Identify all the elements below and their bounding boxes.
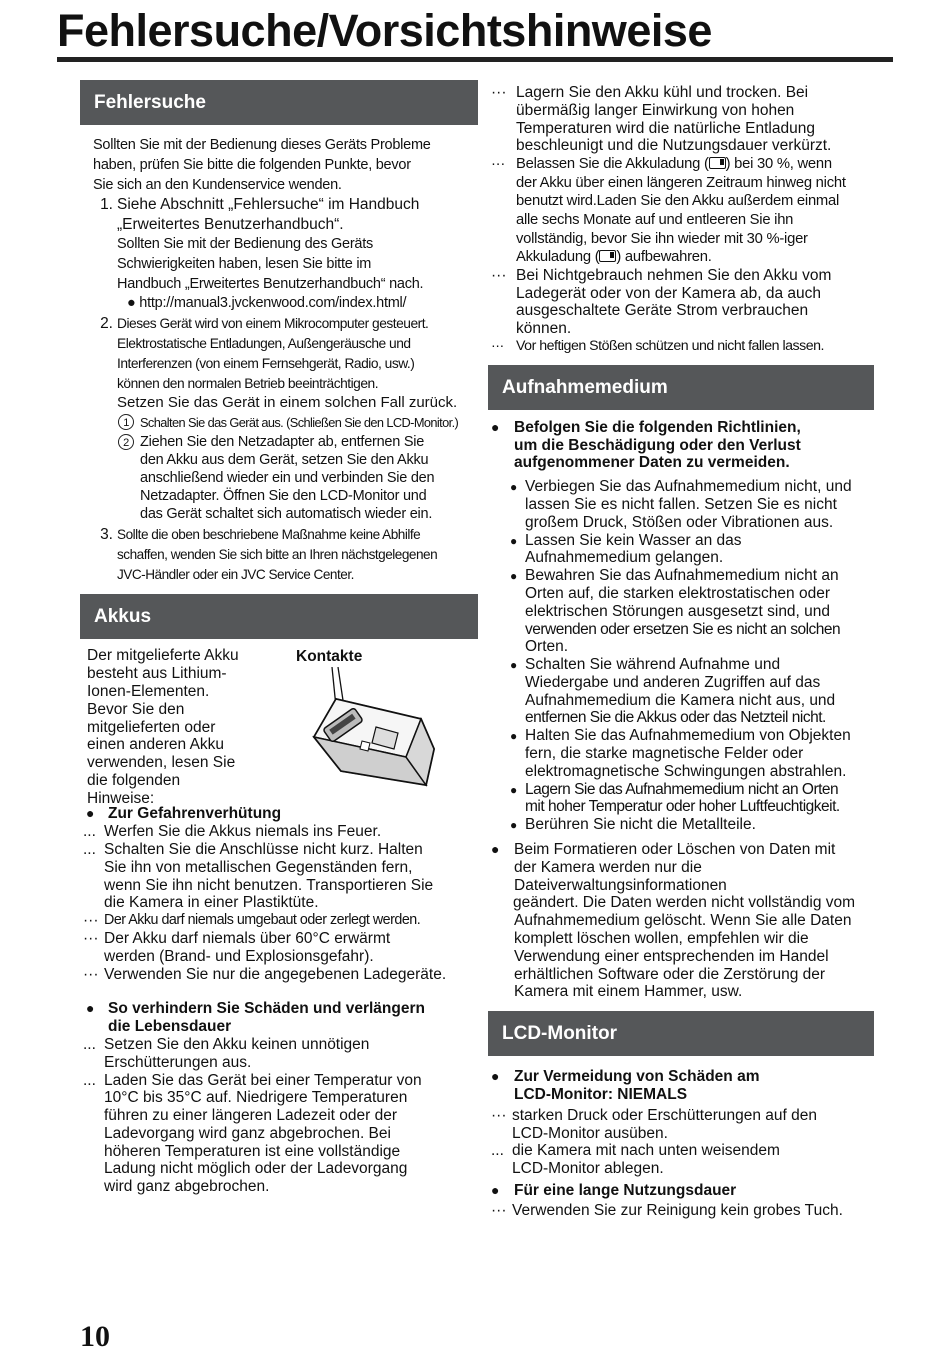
step-item bbox=[80, 413, 478, 433]
text-line: Sollten Sie mit der Bedienung des Geräts bbox=[117, 235, 373, 252]
text-line: Werfen Sie die Akkus niemals ins Feuer. bbox=[104, 823, 382, 841]
text-line: Wiedergabe und anderen Zugriffen auf das bbox=[525, 673, 821, 691]
section-heading-aufnahmemedium: Aufnahmemedium bbox=[488, 365, 874, 410]
text-line: der Kamera werden nur die bbox=[514, 858, 702, 876]
text-line: mitgelieferten oder bbox=[87, 718, 216, 736]
text-line: benutzt wird.Laden Sie den Akku außerdem einmal bbox=[516, 193, 840, 210]
text-line: Halten Sie das Aufnahmemedium von Objekten bbox=[525, 727, 851, 745]
text-line: JVC-Händler oder ein JVC Service Center. bbox=[117, 566, 354, 582]
bullet-heading bbox=[80, 805, 478, 823]
text-line: Ionen-Elementen. bbox=[87, 682, 210, 700]
sub-list bbox=[488, 478, 880, 835]
bullet-icon: ● bbox=[491, 841, 500, 858]
text-line: führen zu einer längeren Ladezeit oder der bbox=[104, 1107, 397, 1125]
text-line: LCD-Monitor: NIEMALS bbox=[514, 1086, 688, 1104]
text-line: großem Druck, Stößen oder Vibrationen aus. bbox=[525, 513, 834, 531]
text-line: Erschütterungen aus. bbox=[104, 1053, 252, 1071]
list-item bbox=[488, 532, 880, 568]
list-item bbox=[488, 478, 880, 531]
list-item bbox=[80, 525, 478, 584]
section-heading-lcd-monitor: LCD-Monitor bbox=[488, 1011, 874, 1056]
text-line: anschließend wieder ein und verbinden Sie den bbox=[140, 469, 435, 486]
bullet-icon: ● bbox=[510, 729, 518, 744]
list-item bbox=[80, 314, 478, 413]
text-line: Befolgen Sie die folgenden Richtlinien, bbox=[514, 418, 801, 436]
text-line: Handbuch „Erweitertes Benutzerhandbuch“ nach. bbox=[117, 275, 424, 292]
text-line: besteht aus Lithium- bbox=[87, 665, 227, 683]
title-rule bbox=[57, 57, 893, 62]
text-line: einen anderen Akku bbox=[87, 736, 225, 754]
bullet-icon: ● bbox=[510, 533, 518, 548]
text-line: Ladevorgang wird ganz abgebrochen. Bei bbox=[104, 1124, 391, 1142]
text-line: 10°C bis 35°C auf. Niedrigere Temperaturen bbox=[104, 1089, 408, 1107]
item-number: 2. bbox=[100, 315, 113, 333]
text-line: Schalten Sie die Anschlüsse nicht kurz. Halten bbox=[104, 840, 423, 858]
text-line: Netzadapter. Öffnen Sie den LCD-Monitor und bbox=[140, 487, 427, 504]
bullet-icon: ● bbox=[127, 295, 136, 312]
bullet-icon: ● bbox=[86, 1000, 95, 1017]
text-line: Setzen Sie das Gerät in einem solchen Fall zurück. bbox=[117, 394, 458, 412]
text-line: Temperaturen wird die natürliche Entladung bbox=[516, 119, 815, 137]
text-line bbox=[516, 248, 846, 267]
text-line: den Akku aus dem Gerät, setzen Sie den Akku bbox=[140, 451, 429, 468]
ellipsis-marker: ··· bbox=[491, 1106, 507, 1124]
text-line: Bei Nichtgebrauch nehmen Sie den Akku vom bbox=[516, 266, 832, 284]
text-line: Ladegerät oder von der Kamera ab, da auch bbox=[516, 284, 822, 302]
step-number-icon: 1 bbox=[118, 414, 134, 430]
text-line: Schwierigkeiten haben, lesen Sie bitte im bbox=[117, 255, 372, 272]
step-item bbox=[80, 433, 478, 523]
text-line: Der mitgelieferte Akku bbox=[87, 647, 239, 665]
ellipsis-marker: ··· bbox=[491, 266, 507, 284]
left-column bbox=[80, 80, 478, 1196]
text-line: Sie sich an den Kundenservice wenden. bbox=[93, 176, 342, 193]
gefahr-block bbox=[80, 805, 478, 983]
text-line: LCD-Monitor ablegen. bbox=[512, 1160, 664, 1178]
text-line: Kamera mit einem Hammer, usw. bbox=[514, 983, 743, 1001]
list-item bbox=[488, 841, 880, 1001]
text-line: Setzen Sie den Akku keinen unnötigen bbox=[104, 1035, 370, 1053]
text-line: geändert. Die Daten werden nicht vollständig vom bbox=[513, 894, 856, 912]
list-item bbox=[488, 84, 880, 155]
text-line: mit hoher Temperatur oder hoher Luftfeuchtigkeit. bbox=[525, 798, 840, 816]
text-line: vollständig, bevor Sie ihn wieder mit 30 %-iger bbox=[516, 230, 808, 247]
ellipsis-marker: ... bbox=[491, 1142, 504, 1160]
text-line: Verwenden Sie nur die angegebenen Ladegeräte. bbox=[104, 965, 447, 983]
text-line: Zur Vermeidung von Schäden am bbox=[514, 1068, 760, 1086]
text-line: starken Druck oder Erschütterungen auf den bbox=[512, 1106, 818, 1124]
list-item bbox=[80, 966, 478, 984]
text-line: der Akku über einen längeren Zeitraum hinweg nicht bbox=[516, 174, 846, 191]
lcd-block bbox=[488, 1068, 880, 1219]
bullet-icon: ● bbox=[510, 658, 518, 673]
bullet-icon: ● bbox=[491, 1068, 500, 1085]
text-line: wenn Sie ihn nicht benutzen. Transportieren Sie bbox=[104, 876, 434, 894]
list-item bbox=[488, 267, 880, 338]
text-line: Aufnahmemedium gelöscht. Wenn Sie alle Daten bbox=[514, 912, 852, 930]
list-item bbox=[488, 1202, 880, 1220]
text-line: fern, die starke magnetische Felder oder bbox=[525, 745, 804, 763]
text-line: Orten auf, die starken elektrostatischen oder bbox=[525, 584, 830, 602]
text-line: elektromagnetische Schwingungen abstrahlen. bbox=[525, 762, 847, 780]
kontakte-label: Kontakte bbox=[296, 648, 363, 666]
bullet-heading bbox=[488, 419, 880, 472]
section-heading-akkus: Akkus bbox=[80, 594, 478, 639]
text-line: komplett löschen wollen, empfehlen wir die bbox=[514, 930, 809, 948]
list-item bbox=[488, 727, 880, 780]
item-number: 3. bbox=[100, 525, 113, 543]
text-line bbox=[516, 155, 846, 174]
text-line: die folgenden bbox=[87, 771, 181, 789]
bullet-icon: ● bbox=[86, 805, 95, 822]
text-line: schaffen, wenden Sie sich bitte an Ihren nächstgelegenen bbox=[117, 546, 438, 562]
text-line: Der Akku darf niemals über 60°C erwärmt bbox=[104, 929, 391, 947]
text-line: Bewahren Sie das Aufnahmemedium nicht an bbox=[525, 567, 839, 585]
text-line: Verbiegen Sie das Aufnahmemedium nicht, und bbox=[525, 478, 852, 496]
battery-pack-illustration bbox=[306, 667, 456, 802]
step-text: Schalten Sie das Gerät aus. (Schließen Sie den LCD-Monitor.) bbox=[140, 415, 459, 431]
bullet-icon: ● bbox=[510, 480, 518, 495]
aufnahmemedium-block bbox=[488, 419, 880, 1002]
fehlersuche-list bbox=[80, 195, 478, 584]
bullet-title: Für eine lange Nutzungsdauer bbox=[514, 1182, 737, 1200]
ellipsis-marker: ... bbox=[83, 823, 96, 841]
list-item bbox=[80, 841, 478, 912]
battery-level-icon bbox=[599, 250, 616, 262]
text-line: Dieses Gerät wird von einem Mikrocomputer gesteuert. bbox=[117, 316, 429, 332]
bullet-icon: ● bbox=[510, 818, 518, 833]
text-line: Schalten Sie während Aufnahme und bbox=[525, 656, 781, 674]
text-line: Siehe Abschnitt „Fehlersuche“ im Handbuch bbox=[117, 196, 420, 214]
bullet-icon: ● bbox=[491, 418, 500, 435]
text-line: Lagern Sie den Akku kühl und trocken. Bei bbox=[516, 84, 809, 101]
list-item bbox=[488, 781, 880, 817]
text-line: Sollten Sie mit der Bedienung dieses Geräts Probleme bbox=[93, 137, 431, 153]
text-line: alle sechs Monate auf und entleeren Sie ihn bbox=[516, 211, 794, 228]
text-line: Ziehen Sie den Netzadapter ab, entfernen Sie bbox=[140, 433, 425, 450]
ellipsis-marker: ... bbox=[83, 840, 96, 858]
text-line: um die Beschädigung oder den Verlust bbox=[514, 436, 801, 454]
page-title: Fehlersuche/Vorsichtshinweise bbox=[57, 5, 712, 56]
text-line: Aufnahmemedium die Kamera nicht aus, und bbox=[525, 691, 836, 709]
text-line: Lagern Sie das Aufnahmemedium nicht an Orten bbox=[525, 780, 839, 798]
list-item bbox=[488, 155, 880, 267]
text-line: Laden Sie das Gerät bei einer Temperatur von bbox=[104, 1071, 422, 1089]
list-item bbox=[488, 1107, 880, 1143]
list-item bbox=[80, 823, 478, 841]
list-item bbox=[80, 195, 478, 314]
text-line: können den normalen Betrieb beeinträchtigen. bbox=[117, 375, 379, 391]
list-item bbox=[488, 567, 880, 656]
ellipsis-marker: ··· bbox=[83, 929, 99, 947]
ellipsis-marker: ··· bbox=[491, 156, 506, 173]
akkus-intro bbox=[87, 647, 277, 807]
text-line: Verwendung einer entsprechenden im Handel bbox=[514, 947, 829, 965]
text-line: die Kamera in einer Plastiktüte. bbox=[104, 894, 319, 912]
bullet-heading bbox=[488, 1182, 880, 1200]
text-line: Elektrostatische Entladungen, Außengeräusche und bbox=[117, 335, 411, 351]
text-line: lassen Sie es nicht fallen. Setzen Sie es nicht bbox=[525, 495, 837, 513]
text-line: Berühren Sie nicht die Metallteile. bbox=[525, 816, 756, 834]
text-line: werden (Brand- und Explosionsgefahr). bbox=[104, 947, 374, 965]
text-line: „Erweitertes Benutzerhandbuch“. bbox=[117, 216, 344, 234]
text-line: erhältlichen Software oder die Zerstörung der bbox=[514, 965, 826, 983]
ellipsis-marker: ··· bbox=[83, 965, 99, 983]
ellipsis-marker: ··· bbox=[491, 84, 507, 101]
akkus-intro-block bbox=[80, 647, 478, 805]
text-segment: ) bei 30 %, wenn bbox=[725, 156, 832, 173]
bullet-icon: ● bbox=[491, 1182, 500, 1199]
text-line: können. bbox=[516, 320, 572, 338]
text-line: So verhindern Sie Schäden und verlängern bbox=[108, 1000, 425, 1018]
text-line: Ladung nicht möglich oder der Ladevorgang bbox=[104, 1160, 408, 1178]
ellipsis-marker: ··· bbox=[491, 1201, 507, 1219]
ellipsis-marker: ... bbox=[83, 1071, 96, 1089]
akkus-continued bbox=[488, 84, 880, 356]
text-line: verwenden oder ersetzen Sie es nicht an solchen bbox=[525, 620, 841, 638]
battery-level-icon bbox=[709, 157, 726, 169]
ellipsis-marker: ... bbox=[83, 1035, 96, 1053]
list-item bbox=[488, 338, 880, 356]
item-number: 1. bbox=[100, 196, 113, 214]
text-line: das Gerät schaltet sich automatisch wieder ein. bbox=[140, 505, 433, 522]
text-line: aufgenommener Daten zu vermeiden. bbox=[514, 454, 790, 472]
bullet-heading bbox=[488, 1068, 880, 1104]
bullet-icon: ● bbox=[510, 569, 518, 584]
url-line bbox=[117, 294, 423, 314]
list-item bbox=[80, 1072, 478, 1197]
list-item bbox=[488, 656, 880, 727]
text-line: Sie ihn von metallischen Gegenständen fern, bbox=[104, 858, 413, 876]
text-line: entfernen Sie die Akkus oder das Netzteil nicht. bbox=[525, 709, 826, 727]
text-line: elektrischen Störungen ausgesetzt sind, und bbox=[525, 602, 831, 620]
manual-link[interactable]: http://manual3.jvckenwood.com/index.html/ bbox=[139, 295, 407, 312]
text-line: Verwenden Sie zur Reinigung kein grobes Tuch. bbox=[512, 1201, 843, 1219]
text-line: Aufnahmemedium gelangen. bbox=[525, 549, 724, 567]
text-line: wird ganz abgebrochen. bbox=[104, 1178, 270, 1196]
ellipsis-marker: ··· bbox=[83, 912, 99, 930]
section-heading-fehlersuche: Fehlersuche bbox=[80, 80, 478, 125]
list-item bbox=[80, 1036, 478, 1072]
text-line: höheren Temperaturen ist eine vollständige bbox=[104, 1142, 401, 1160]
list-item bbox=[80, 930, 478, 966]
text-line: Der Akku darf niemals umgebaut oder zerlegt werden. bbox=[104, 912, 421, 929]
text-line: Dateiverwaltungsinformationen bbox=[514, 876, 727, 894]
text-segment: Akkuladung ( bbox=[516, 249, 600, 266]
text-line: Beim Formatieren oder Löschen von Daten mit bbox=[514, 841, 836, 859]
page-number: 10 bbox=[80, 1320, 110, 1353]
text-line: verwenden, lesen Sie bbox=[87, 754, 236, 772]
text-line: Vor heftigen Stößen schützen und nicht fallen lassen. bbox=[516, 337, 824, 354]
fehlersuche-intro bbox=[80, 136, 478, 195]
text-line: die Lebensdauer bbox=[108, 1018, 232, 1036]
list-item bbox=[488, 1142, 880, 1178]
text-line: Interferenzen (von einem Fernsehgerät, Radio, usw.) bbox=[117, 355, 415, 371]
bullet-title: Zur Gefahrenverhütung bbox=[108, 805, 282, 823]
text-line: Hinweise: bbox=[87, 789, 155, 807]
bullet-icon: ● bbox=[510, 782, 518, 797]
text-line: Sollte die oben beschriebene Maßnahme keine Abhilfe bbox=[117, 526, 421, 542]
text-line: übermäßig langer Einwirkung von hohen bbox=[516, 101, 795, 119]
text-line: die Kamera mit nach unten weisendem bbox=[512, 1142, 780, 1160]
text-line: beschleunigt und die Nutzungsdauer verkürzt. bbox=[516, 137, 832, 155]
bullet-heading bbox=[80, 1000, 478, 1036]
text-line: Orten. bbox=[525, 638, 569, 656]
text-line: haben, prüfen Sie bitte die folgenden Punkte, bevor bbox=[93, 156, 411, 173]
text-segment: Belassen Sie die Akkuladung ( bbox=[516, 156, 709, 173]
text-line: ausgeschaltete Geräte Strom verbrauchen bbox=[516, 302, 809, 320]
schaden-block bbox=[80, 1000, 478, 1196]
text-line: Bevor Sie den bbox=[87, 700, 185, 718]
ellipsis-marker: ··· bbox=[491, 337, 504, 354]
text-line: LCD-Monitor ausüben. bbox=[512, 1124, 668, 1142]
step-number-icon: 2 bbox=[118, 434, 134, 450]
text-line: Lassen Sie kein Wasser an das bbox=[525, 531, 742, 549]
list-item bbox=[80, 912, 478, 930]
text-segment: ) aufbewahren. bbox=[616, 249, 712, 266]
right-column bbox=[488, 84, 880, 1220]
list-item bbox=[488, 816, 880, 835]
